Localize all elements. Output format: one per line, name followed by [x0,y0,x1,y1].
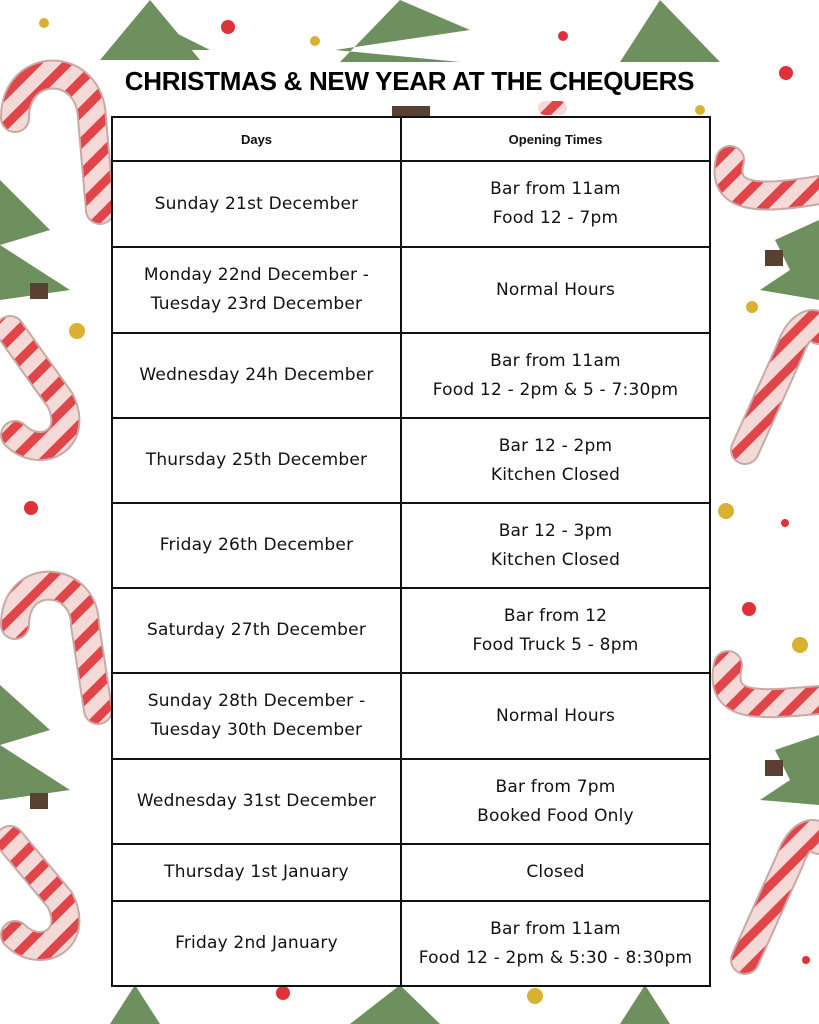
times-cell [401,759,710,844]
times-cell-line: Normal Hours [495,705,616,726]
times-cell-line: Bar 12 - 3pm [498,520,613,541]
candy-cane-icon [745,324,819,450]
candy-cane-icon [727,665,819,703]
times-cell [401,333,710,418]
times-cell-line: Booked Food Only [477,805,634,826]
times-cell [401,901,710,986]
day-cell-line: Tuesday 23rd December [150,294,363,314]
days-column-header: Days [112,117,401,161]
times-cell [401,418,710,503]
day-cell-line: Wednesday 31st December [136,791,377,811]
christmas-tree-icon [110,985,670,1024]
candy-cane-icon [728,160,819,196]
times-cell-line: Food 12 - 7pm [492,208,619,228]
times-cell [401,844,710,901]
times-cell-line: Normal Hours [495,279,616,300]
day-cell [112,503,401,588]
christmas-tree-icon [620,0,720,62]
day-cell [112,844,401,901]
times-cell [401,161,710,247]
day-cell-line: Sunday 21st December [154,193,359,214]
times-cell-line: Food 12 - 2pm & 5 - 7:30pm [432,379,679,400]
table-row [112,759,710,844]
times-cell [401,673,710,759]
day-cell [112,673,401,759]
day-cell [112,247,401,333]
table-row [112,247,710,333]
times-cell-line: Bar from 11am [490,179,621,199]
day-cell-line: Monday 22nd December - [143,265,370,285]
table-body [112,161,710,986]
day-cell [112,901,401,986]
table-row [112,503,710,588]
christmas-tree-icon [760,220,819,300]
times-cell [401,588,710,673]
times-cell [401,503,710,588]
day-cell [112,759,401,844]
day-cell-line: Thursday 1st January [164,862,349,882]
christmas-tree-icon [760,735,819,805]
day-cell-line: Tuesday 30th December [150,720,363,740]
candy-cane-icon [10,330,65,446]
day-cell-line: Sunday 28th December - [147,691,366,711]
times-cell-line: Bar from 12 [503,605,608,626]
day-cell [112,418,401,503]
table-row [112,901,710,986]
day-cell [112,588,401,673]
christmas-tree-icon [335,0,470,118]
day-cell-line: Friday 26th December [159,535,354,555]
table-header-row [112,117,710,161]
day-cell-line: Saturday 27th December [146,620,367,640]
times-cell-line: Bar from 11am [490,918,621,939]
times-cell-line: Bar 12 - 2pm [498,435,613,456]
times-cell-line: Food Truck 5 - 8pm [472,634,639,655]
day-cell-line: Friday 2nd January [175,933,338,953]
table-row [112,673,710,759]
day-cell [112,161,401,247]
candy-cane-icon [745,834,819,960]
opening-times-column-header: Opening Times [401,117,710,161]
christmas-tree-icon [0,685,70,809]
times-cell-line: Food 12 - 2pm & 5:30 - 8:30pm [418,947,693,968]
times-cell-line: Kitchen Closed [490,549,621,570]
times-cell-line: Kitchen Closed [490,464,621,485]
page-title: CHRISTMAS & NEW YEAR AT THE CHEQUERS [124,66,695,96]
day-cell [112,333,401,418]
day-cell-line: Thursday 25th December [145,450,368,470]
times-cell-line: Bar from 7pm [495,776,616,797]
table-row [112,418,710,503]
table-row [112,333,710,418]
times-cell-line: Closed [526,862,585,882]
candy-cane-icon [10,840,65,946]
opening-times-table [111,116,711,987]
table-row [112,588,710,673]
times-cell-line: Bar from 11am [490,350,621,371]
candy-cane-icon [15,586,98,710]
table-row [112,844,710,901]
christmas-tree-icon [0,180,70,300]
table-row [112,161,710,247]
christmas-tree-icon [100,0,210,60]
times-cell [401,247,710,333]
day-cell-line: Wednesday 24h December [139,365,374,385]
